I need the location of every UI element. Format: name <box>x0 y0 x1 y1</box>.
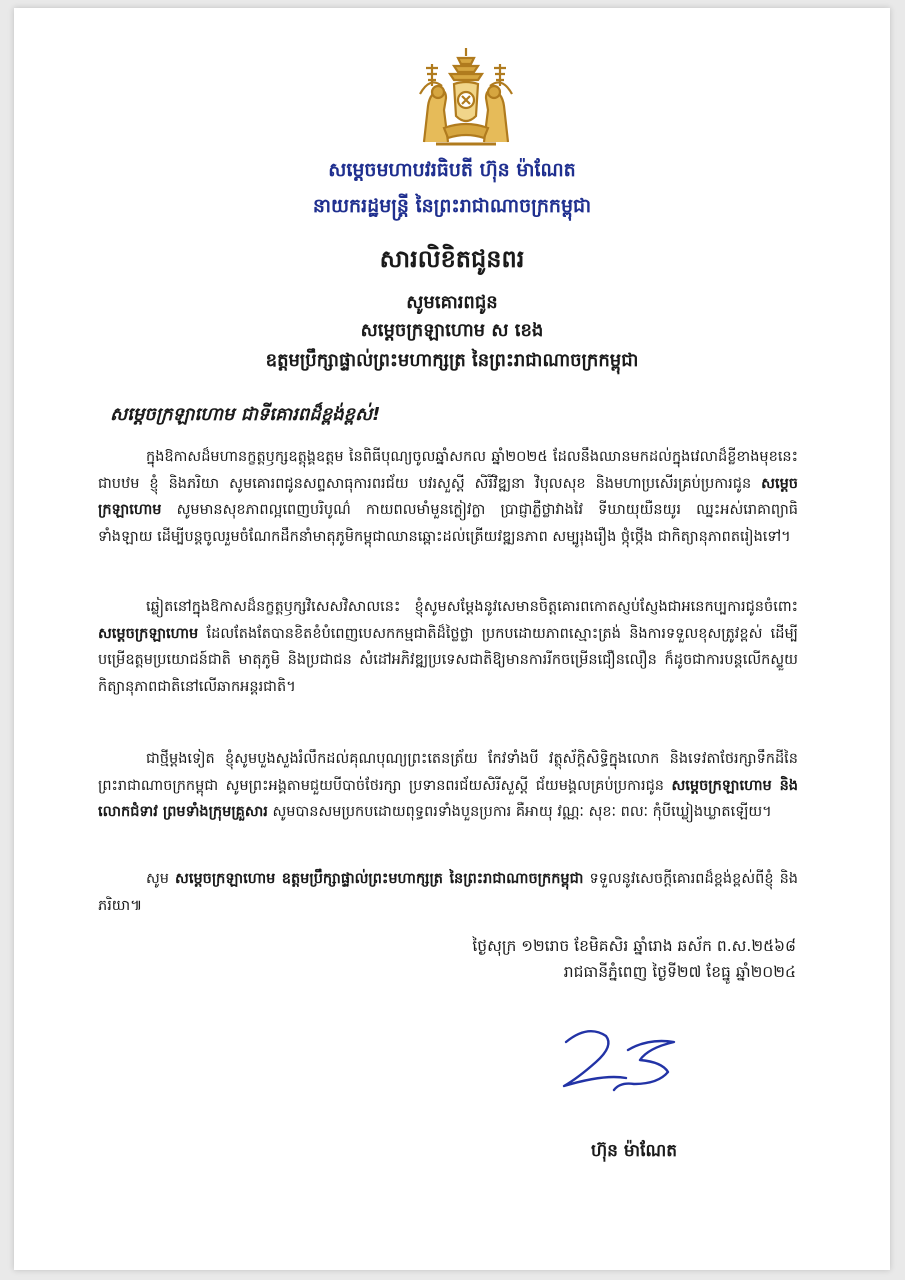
paragraph-1 <box>98 444 798 550</box>
recipient-name: សម្ដេចក្រឡាហោម ស ខេង <box>360 320 544 341</box>
signer-name: ហ៊ុន ម៉ាណែត <box>590 1141 678 1161</box>
paragraph-3-emphasis: សម្ដេចក្រឡាហោម និងលោកជំទាវ ព្រមទាំងក្រុមគ្រួសារ <box>98 777 798 820</box>
paragraph-2-text-a: ឆ្លៀតនៅក្នុងឱកាសដ៏នក្ខត្តឫក្សវិសេសវិសាលនេះ ខ្ញុំសូមសម្ដែងនូវសេមានចិត្តគោរពកោតស្ញប់ស្ញែងជាអនេកប្បការជូនចំពោះ <box>146 599 798 615</box>
handwritten-signature-icon <box>544 1020 694 1100</box>
recipient-greeting: សូមគោរពជូន <box>406 292 498 313</box>
paragraph-2 <box>98 594 798 700</box>
salutation: សម្ដេចក្រឡាហោម ជាទីគោរពដ៏ខ្ពង់ខ្ពស់! <box>110 404 381 425</box>
royal-coat-of-arms-icon <box>414 46 518 150</box>
paragraph-1-emphasis: សម្ដេចក្រឡាហោម <box>98 475 798 518</box>
paragraph-4 <box>98 866 798 919</box>
paragraph-1-text-a: ក្នុងឱកាសដ៏មហានក្ខត្តឫក្សឧត្ដុង្គឧត្ដម នៃពិធីបុណ្យចូលឆ្នាំសកល ឆ្នាំ២០២៥ ដែលនឹងឈានមកដល់ក្នុងវេលាដ៏ខ្លីខាងមុខនេះ ជាបឋម ខ្ញុំ និងភរិយា សូមគោរពជូនសព្ទសាធុការពរជ័យ បវរសួស្ដី សិរីវិឌ្ឍនា វិបុលសុខ និងមហាប្រសើរគ្រប់ប្រការជូន <box>98 449 798 492</box>
letter-page <box>14 8 890 1270</box>
sender-title: នាយករដ្ឋមន្ត្រី នៃព្រះរាជាណាចក្រកម្ពុជា <box>312 195 592 217</box>
paragraph-4-text-a: សូម <box>146 871 176 887</box>
recipient-title: ឧត្តមប្រឹក្សាផ្ទាល់ព្រះមហាក្សត្រ នៃព្រះរាជាណាចក្រកម្ពុជា <box>265 350 639 371</box>
paragraph-4-emphasis: សម្ដេចក្រឡាហោម ឧត្តមប្រឹក្សាផ្ទាល់ព្រះមហាក្សត្រ នៃព្រះរាជាណាចក្រកម្ពុជា <box>175 871 584 887</box>
letter-title: សារលិខិតជូនពរ <box>379 245 525 273</box>
paragraph-2-emphasis: សម្ដេចក្រឡាហោម <box>98 625 199 642</box>
solar-date: រាជធានីភ្នំពេញ ថ្ងៃទី២៧ ខែធ្នូ ឆ្នាំ២០២៤ <box>563 963 796 981</box>
paragraph-3 <box>98 746 798 826</box>
paragraph-3-text-b: សូមបានសមប្រកបដោយពុទ្ធពរទាំងបួនប្រការ គឺអាយុ វណ្ណៈ សុខៈ ពលៈ កុំបីឃ្លៀងឃ្លាតឡើយ។ <box>267 804 772 820</box>
paragraph-1-text-b: សូមមានសុខភាពល្អពេញបរិបូណ៌ កាយពលមាំមួនក្លៀវក្លា ប្រាជ្ញាភ្លឺថ្លាវាងវៃ ទីឃាយុយឺនយូរ ឈ្នះអស់រោគាព្យាធិទាំងឡាយ ដើម្បីបន្ដចូលរួមចំណែកដឹកនាំមាតុភូមិកម្ពុជាឈានឆ្ពោះដល់ត្រើយវឌ្ឍនភាព សម្បូរុងរឿង ថ្កុំថ្កើង ជាកិត្យានុភាពតរៀងទៅ។ <box>98 502 798 545</box>
sender-name: សម្ដេចមហាបវរធិបតី ហ៊ុន ម៉ាណែត <box>328 159 576 181</box>
lunar-date: ថ្ងៃសុក្រ ១២រោច ខែមិគសិរ ឆ្នាំរោង ឆស័ក ព.ស.២៥៦៨ <box>472 937 796 955</box>
paragraph-2-text-b: ដែលតែងតែបានខិតខំបំពេញបេសកកម្មជាតិដ៏ថ្លៃថ្លា ប្រកបដោយភាពស្មោះត្រង់ និងការទទួលខុសត្រូវខ្ពស់ ដើម្បីបម្រើឧត្តមប្រយោជន៍ជាតិ មាតុភូមិ និងប្រជាជន សំដៅអភិវឌ្ឍប្រទេសជាតិឱ្យមានការរីកចម្រើនជឿនលឿន ក៏ដូចជាការបន្ដលើកស្ទួយកិត្យានុភាពជាតិនៅលើឆាកអន្ដរជាតិ។ <box>98 625 798 695</box>
paragraph-4-text-b: ទទួលនូវសេចក្ដីគោរពដ៏ខ្ពង់ខ្ពស់ពីខ្ញុំ និងភរិយា៕ <box>98 871 798 914</box>
paragraph-3-text-a: ជាថ្មីម្ដងទៀត ខ្ញុំសូមបួងសួងរំលឹកដល់គុណបុណ្យព្រះតេនត្រ័យ កែវទាំងបី វត្ថុស័ក្ដិសិទ្ធិក្នុងលោក និងទេវតាថែរក្សាទឹកដីនៃព្រះរាជាណាចក្រកម្ពុជា សូមព្រះអង្គតាមជួយបីបាច់ថែរក្សា ប្រទានពរជ័យសិរីសួស្ដី ជ័យមង្គលគ្រប់ប្រការជូន <box>98 751 798 794</box>
